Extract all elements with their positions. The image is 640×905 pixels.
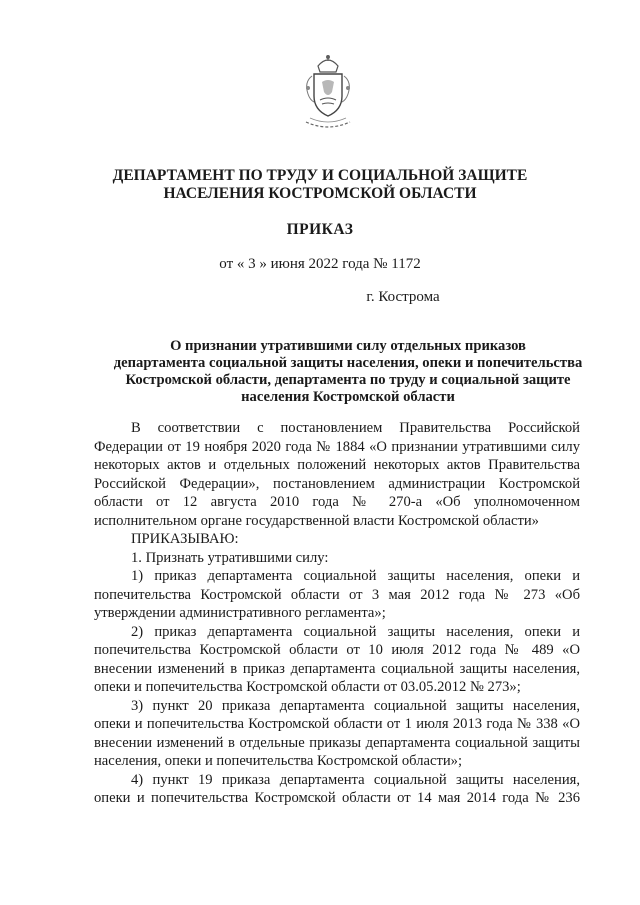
order-date: от « 3 » июня 2022 года № 1172	[219, 256, 421, 272]
department-line-2: НАСЕЛЕНИЯ КОСТРОМСКОЙ ОБЛАСТИ	[163, 185, 477, 202]
department-name	[0, 167, 640, 203]
order-title: ПРИКАЗ	[286, 221, 354, 238]
department-line-1: ДЕПАРТАМЕНТ ПО ТРУДУ И СОЦИАЛЬНОЙ ЗАЩИТЕ	[112, 167, 528, 184]
order-word: ПРИКАЗЫВАЮ:	[131, 531, 239, 547]
subject-line-3: Костромской области, департамента по труду и социальной защите	[125, 372, 571, 388]
order-body	[94, 419, 580, 808]
subject-line-2: департамента социальной защиты населения, опеки и попечительства	[113, 355, 583, 371]
list-item-2: 2) приказ департамента социальной защиты населения, опеки и попечительства Костромской области от 10 июля 2012 года № 489 «О внесении изменений в приказ департамента социальной защиты населения, опеки и попечительства Костромской области от 03.05.2012 № 273»;	[94, 623, 580, 695]
list-item-3: 3) пункт 20 приказа департамента социальной защиты населения, опеки и попечительства Костромской области от 1 июля 2013 года № 338 «О внесении изменений в отдельные приказы департамента социальной защиты населения, опеки и попечительства Костромской области»;	[94, 697, 580, 769]
city-name: г. Кострома	[366, 289, 440, 305]
coat-of-arms-icon	[296, 52, 360, 136]
point-1: 1. Признать утратившими силу:	[131, 549, 329, 566]
subject-line-4: населения Костромской области	[241, 389, 455, 405]
list-item-1: 1) приказ департамента социальной защиты населения, опеки и попечительства Костромской области от 3 мая 2012 года № 273 «Об утверждении административного регламента»;	[94, 568, 580, 621]
order-subject	[102, 338, 594, 406]
subject-line-1: О признании утратившими силу отдельных приказов	[170, 338, 526, 354]
list-item-4: 4) пункт 19 приказа департамента социальной защиты населения, опеки и попечительства Костромской области от 14 мая 2014 года № 236	[94, 771, 580, 806]
preamble-paragraph: В соответствии с постановлением Правительства Российской Федерации от 19 ноября 2020 года № 1884 «О признании утратившими силу некоторых актов и отдельных положений некоторых актов Правительства Российской Федерации», постановлением администрации Костромской области от 12 августа 2010 года № 270-а «Об уполномоченном исполнительном органе государственной власти Костромской области»	[94, 420, 580, 529]
